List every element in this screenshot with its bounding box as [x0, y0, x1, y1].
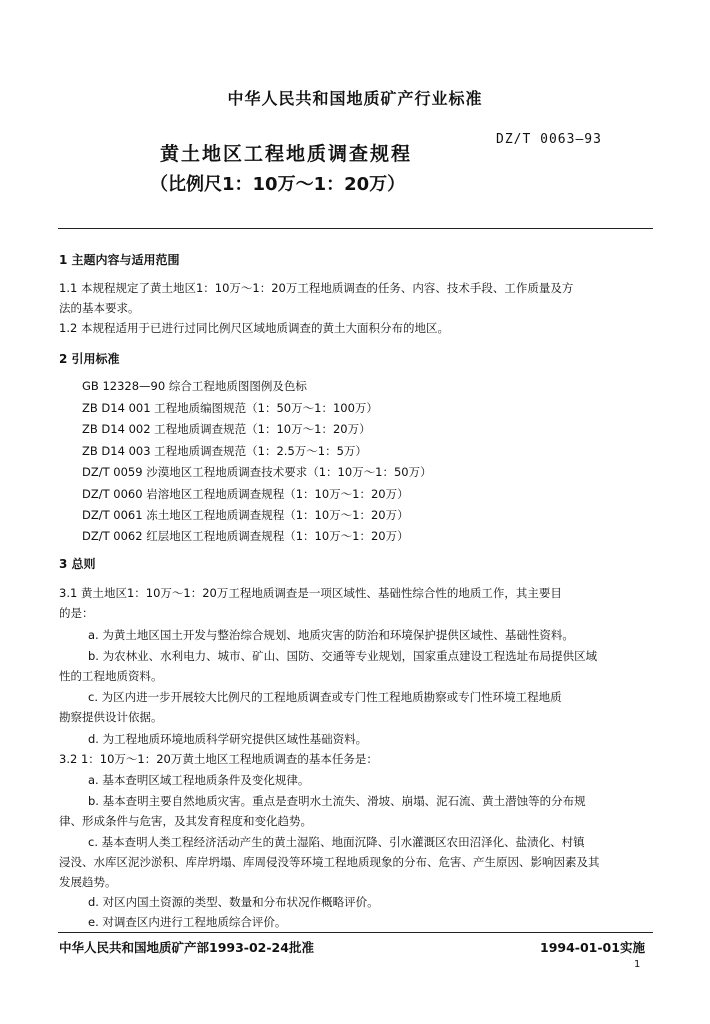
section-1-heading: 1 主题内容与适用范围: [59, 253, 180, 267]
section-3-heading: 3 总则: [59, 557, 96, 571]
clause-3-2-item-d: d. 对区内国土资源的类型、数量和分布状况作概略评价。: [88, 895, 379, 909]
standard-code: DZ/T 0063—93: [496, 132, 602, 147]
clause-3-2-item-c-line-3: 发展趋势。: [59, 875, 117, 889]
reference-item: GB 12328—90 综合工程地质图图例及色标: [82, 379, 307, 393]
reference-item: DZ/T 0060 岩溶地区工程地质调查规程（1：10万～1：20万）: [82, 487, 409, 501]
clause-3-1-line-1: 3.1 黄土地区1：10万～1：20万工程地质调查是一项区域性、基础性综合性的地质工作，其主要目: [59, 586, 562, 600]
page-number: 1: [634, 959, 641, 970]
clause-3-1-item-d: d. 为工程地质环境地质科学研究提供区域性基础资料。: [88, 732, 368, 746]
header-rule: [58, 228, 653, 229]
clause-3-1-item-c-line-2: 勘察提供设计依据。: [59, 710, 163, 724]
reference-item: ZB D14 001 工程地质编图规范（1：50万～1：100万）: [82, 401, 378, 415]
document-title: 黄土地区工程地质调查规程: [160, 143, 413, 165]
clause-3-1-item-b-line-2: 性的工程地质资料。: [59, 669, 163, 683]
document-subtitle: （比例尺1：10万～1：20万）: [150, 174, 406, 195]
footer-rule: [58, 932, 653, 933]
clause-3-2-item-c-line-1: c. 基本查明人类工程经济活动产生的黄土湿陷、地面沉降、引水灌溉区农田沼泽化、盐渍化、村镇: [88, 835, 585, 849]
clause-1-2: 1.2 本规程适用于已进行过同比例尺区域地质调查的黄土大面积分布的地区。: [59, 321, 449, 335]
issuing-organization: 中华人民共和国地质矿产行业标准: [227, 89, 483, 108]
clause-1-1-line-1: 1.1 本规程规定了黄土地区1：10万～1：20万工程地质调查的任务、内容、技术手段、工作质量及方: [59, 281, 574, 295]
clause-3-1-line-2: 的是：: [59, 606, 94, 620]
clause-3-1-item-c-line-1: c. 为区内进一步开展较大比例尺的工程地质调查或专门性工程地质勘察或专门性环境工程地质: [88, 690, 562, 704]
section-2-heading: 2 引用标准: [59, 352, 120, 366]
effective-date: 1994-01-01实施: [540, 940, 645, 955]
clause-3-2-item-c-line-2: 浸没、水库区泥沙淤积、库岸坍塌、库周侵没等环境工程地质现象的分布、危害、产生原因、影响因素及其: [59, 855, 600, 869]
reference-item: ZB D14 003 工程地质调查规范（1：2.5万～1：5万）: [82, 444, 367, 458]
reference-item: ZB D14 002 工程地质调查规范（1：10万～1：20万）: [82, 422, 371, 436]
approval-line: 中华人民共和国地质矿产部1993-02-24批准: [59, 940, 314, 955]
clause-3-1-item-a: a. 为黄土地区国土开发与整治综合规划、地质灾害的防治和环境保护提供区域性、基础性资料。: [88, 628, 574, 642]
clause-1-1-line-2: 法的基本要求。: [59, 301, 140, 315]
clause-3-2-item-b-line-2: 律、形成条件与危害，及其发育程度和变化趋势。: [59, 814, 312, 828]
reference-item: DZ/T 0061 冻土地区工程地质调查规程（1：10万～1：20万）: [82, 508, 409, 522]
reference-item: DZ/T 0059 沙漠地区工程地质调查技术要求（1：10万～1：50万）: [82, 465, 432, 479]
clause-3-2-item-a: a. 基本查明区域工程地质条件及变化规律。: [88, 773, 310, 787]
clause-3-2: 3.2 1：10万～1：20万黄土地区工程地质调查的基本任务是：: [59, 752, 378, 766]
clause-3-2-item-e: e. 对调查区内进行工程地质综合评价。: [88, 915, 287, 929]
clause-3-2-item-b-line-1: b. 基本查明主要自然地质灾害。重点是查明水土流失、滑坡、崩塌、泥石流、黄土潜蚀等的分布规: [88, 794, 586, 808]
clause-3-1-item-b-line-1: b. 为农林业、水利电力、城市、矿山、国防、交通等专业规划，国家重点建设工程选址布局提供区域: [88, 649, 598, 663]
reference-item: DZ/T 0062 红层地区工程地质调查规程（1：10万～1：20万）: [82, 529, 409, 543]
